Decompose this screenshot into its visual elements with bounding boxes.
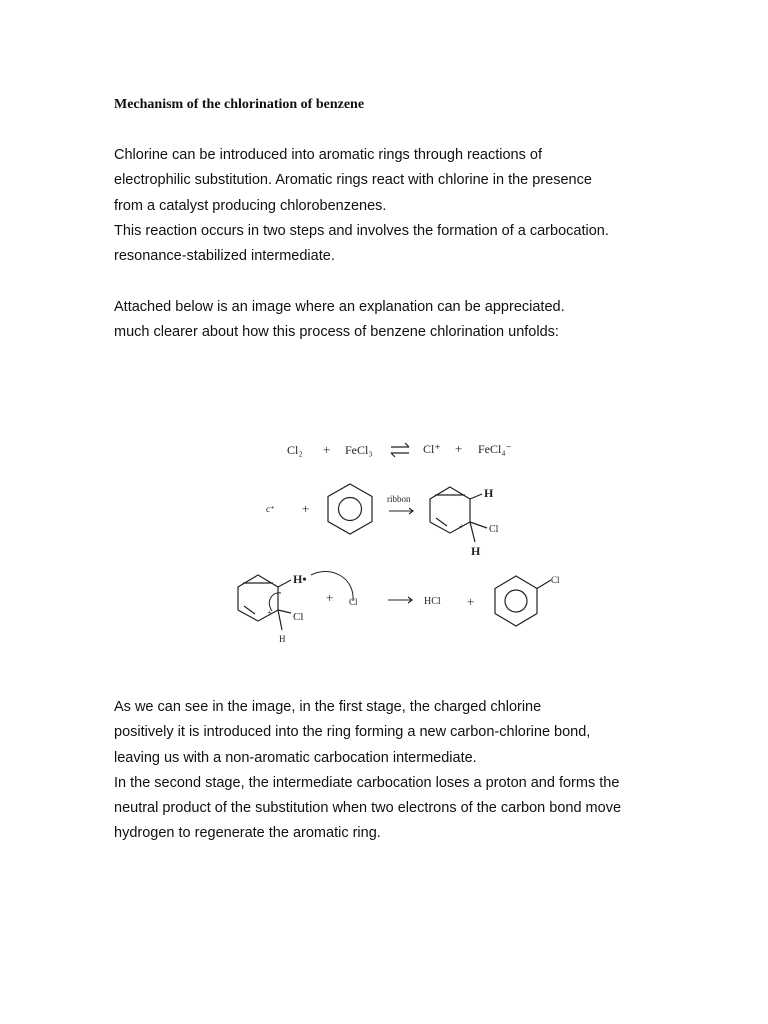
benzene-ring-icon — [328, 484, 372, 534]
text-line: much clearer about how this process of benzene chlorination unfolds: — [114, 324, 559, 341]
eq3-plus: + — [326, 590, 334, 605]
reaction-scheme — [225, 425, 560, 655]
intro-paragraph — [114, 143, 674, 269]
equilibrium-arrow — [391, 443, 409, 457]
arenium-ion-icon — [430, 487, 487, 542]
eq2-h-bottom: H — [471, 544, 481, 558]
eq2-h-top: H — [484, 486, 494, 500]
text-line: Chlorine can be introduced into aromatic rings through reactions of — [114, 147, 542, 163]
text-line: hydrogen to regenerate the aromatic ring. — [114, 825, 381, 842]
eq2-plus: + — [302, 501, 310, 516]
arenium-ion-icon — [238, 575, 291, 630]
eq1-plus: + — [455, 441, 463, 456]
eq1-plus: + — [323, 442, 331, 457]
image-intro-paragraph — [114, 295, 674, 346]
text-line: Attached below is an image where an explanation can be appreciated. — [114, 299, 565, 315]
eq3-cl-product: Cl — [551, 575, 560, 585]
document-title: Mechanism of the chlorination of benzene — [114, 97, 365, 112]
text-line: leaving us with a non-aromatic carbocation intermediate. — [114, 749, 477, 766]
eq3-h-dot: H• — [293, 572, 307, 586]
eq1-fecl4: FeCl₄⁻ — [478, 442, 512, 456]
explanation-paragraph — [114, 695, 674, 847]
text-line: In the second stage, the intermediate carbocation loses a proton and forms the — [114, 774, 620, 791]
eq3-h-on-ring: H — [279, 634, 286, 644]
eq3-cl-on-ring: Cl — [293, 611, 304, 623]
eq3-charge: + — [267, 608, 272, 617]
reaction-arrow — [389, 508, 413, 514]
eq3-cl-ion: Cl — [349, 597, 358, 607]
chlorobenzene-icon — [495, 576, 551, 626]
text-line: from a catalyst producing chlorobenzenes. — [114, 197, 387, 214]
text-line: electrophilic substitution. Aromatic rings react with chlorine in the presence — [114, 172, 592, 189]
text-line: As we can see in the image, in the first stage, the charged chlorine — [114, 699, 542, 715]
reaction-arrow — [388, 597, 412, 603]
eq1-fecl3: FeCl₃ — [345, 443, 373, 457]
text-line: neutral product of the substitution when two electrons of the carbon bond move — [114, 800, 622, 817]
eq3-hcl: HCl — [424, 596, 441, 607]
eq2-cl: Cl — [489, 524, 499, 535]
text-line: positively it is introduced into the ring forming a new carbon-chlorine bond, — [114, 724, 591, 741]
eq2-charge: + — [459, 522, 464, 531]
eq1-cl2: Cl₂ — [287, 443, 303, 457]
text-line: This reaction occurs in two steps and involves the formation of a carbocation. — [114, 222, 609, 239]
eq2-c-cation: c⁺ — [266, 504, 275, 514]
eq3-plus: + — [467, 594, 475, 609]
text-line: resonance-stabilized intermediate. — [114, 248, 335, 265]
eq2-arrow-label: ribbon — [387, 494, 411, 504]
eq1-cl-cation: Cl⁺ — [423, 442, 441, 456]
